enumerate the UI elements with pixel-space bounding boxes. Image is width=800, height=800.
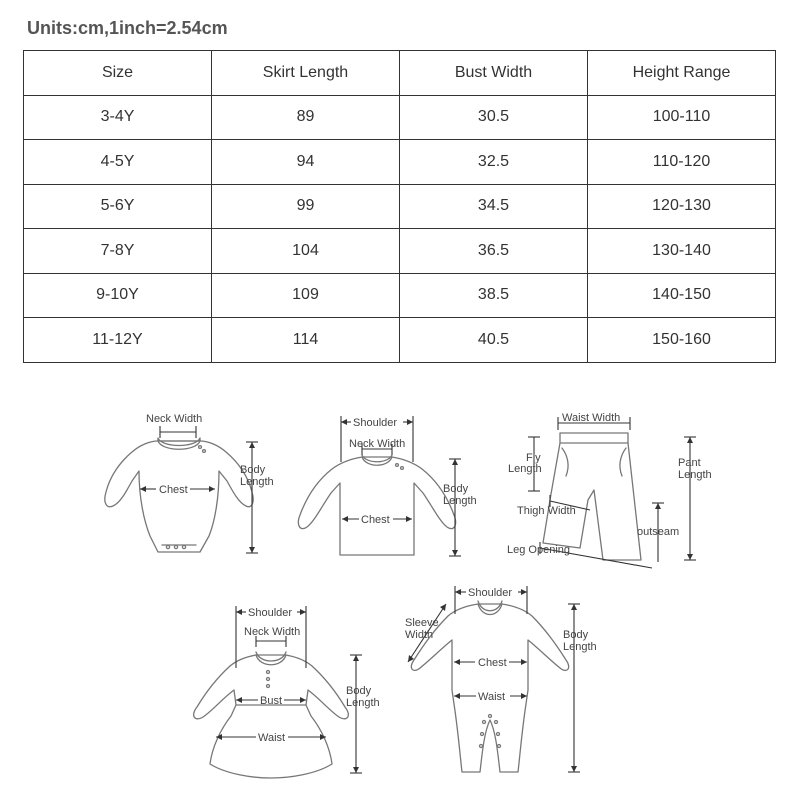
outseam-label: outseam (637, 526, 680, 538)
pants-pocket (562, 448, 568, 476)
fly-length-label: Fly (526, 452, 541, 464)
cell-height-range: 130-140 (588, 229, 776, 274)
cell-height-range: 150-160 (588, 318, 776, 363)
cell-skirt-length: 104 (212, 229, 400, 274)
header-skirt-length: Skirt Length (212, 51, 400, 96)
pants-diagram (507, 412, 712, 568)
cell-height-range: 140-150 (588, 273, 776, 318)
cell-height-range: 110-120 (588, 140, 776, 185)
waist-label: Waist (258, 732, 286, 744)
leg-opening-label: Leg Opening (507, 544, 570, 556)
size-chart-table (23, 50, 776, 363)
bodysuit-outline (105, 441, 253, 552)
table-row (24, 318, 776, 363)
chest-label: Chest (478, 657, 507, 669)
sleeve-width-label: Sleeve (405, 617, 439, 629)
cell-bust-width: 40.5 (400, 318, 588, 363)
table-row (24, 184, 776, 229)
pants-waistband (560, 433, 628, 443)
romper-collar-rib (478, 601, 502, 611)
snap-button (498, 745, 501, 748)
cell-skirt-length: 109 (212, 273, 400, 318)
chest-label: Chest (159, 484, 188, 496)
romper-collar (478, 604, 502, 615)
romper-diagram (405, 586, 597, 772)
cell-size: 4-5Y (24, 140, 212, 185)
cell-size: 9-10Y (24, 273, 212, 318)
pants-pocket (620, 448, 626, 476)
bodysuit-diagram (105, 413, 274, 553)
header-height-range: Height Range (588, 51, 776, 96)
shoulder-label: Shoulder (248, 607, 293, 619)
cell-skirt-length: 94 (212, 140, 400, 185)
neck-width-label: Neck Width (244, 626, 301, 638)
arrowhead (140, 486, 146, 492)
snap-button (497, 733, 500, 736)
body-length-label: Length (563, 641, 597, 653)
bust-label: Bust (260, 695, 283, 707)
waist-label: Waist (478, 691, 506, 703)
top-collar-rib (362, 455, 392, 462)
snap-button (480, 745, 483, 748)
cell-size: 3-4Y (24, 95, 212, 140)
shoulder-button (396, 464, 399, 467)
table-header-row (24, 51, 776, 96)
arrowhead (209, 486, 215, 492)
cell-bust-width: 32.5 (400, 140, 588, 185)
body-length-label: Body (443, 483, 469, 495)
body-length-label: Body (563, 629, 589, 641)
cell-skirt-length: 114 (212, 318, 400, 363)
shoulder-label: Shoulder (468, 587, 513, 599)
snap-button (174, 545, 177, 548)
table-row (24, 229, 776, 274)
pants-outline (543, 443, 641, 560)
header-bust-width: Bust Width (400, 51, 588, 96)
neck-width-label: Neck Width (349, 438, 406, 450)
cell-size: 5-6Y (24, 184, 212, 229)
cell-height-range: 100-110 (588, 95, 776, 140)
cell-bust-width: 36.5 (400, 229, 588, 274)
top-diagram (298, 416, 476, 556)
dress-collar-rib (256, 652, 286, 661)
cell-skirt-length: 89 (212, 95, 400, 140)
snap-button (166, 545, 169, 548)
cell-height-range: 120-130 (588, 184, 776, 229)
body-length-label: Length (443, 495, 477, 507)
cell-bust-width: 38.5 (400, 273, 588, 318)
fly-length-label: Length (508, 463, 542, 475)
thigh-width-label: Thigh Width (517, 505, 576, 517)
shoulder-button (203, 450, 206, 453)
dress-diagram (194, 606, 380, 778)
body-length-label: Body (346, 685, 372, 697)
dress-button (267, 678, 270, 681)
body-length-label: Length (346, 697, 380, 709)
snap-button (483, 721, 486, 724)
dress-outline (194, 655, 349, 778)
cell-bust-width: 30.5 (400, 95, 588, 140)
chest-label: Chest (361, 514, 390, 526)
shoulder-button (199, 446, 202, 449)
snap-button (495, 721, 498, 724)
cell-skirt-length: 99 (212, 184, 400, 229)
garment-measurement-diagrams (0, 390, 800, 790)
cell-size: 11-12Y (24, 318, 212, 363)
top-outline (298, 457, 455, 555)
shoulder-label: Shoulder (353, 417, 398, 429)
dress-button (267, 685, 270, 688)
body-length-label: Body (240, 464, 266, 476)
table-row (24, 95, 776, 140)
pant-length-label: Length (678, 469, 712, 481)
header-size: Size (24, 51, 212, 96)
cell-bust-width: 34.5 (400, 184, 588, 229)
dress-button (267, 671, 270, 674)
body-length-label: Length (240, 476, 274, 488)
units-note: Units:cm,1inch=2.54cm (27, 18, 228, 38)
shoulder-button (401, 467, 404, 470)
cell-size: 7-8Y (24, 229, 212, 274)
bodysuit-collar-rib (158, 438, 200, 446)
waist-width-label: Waist Width (562, 412, 621, 424)
snap-button (489, 715, 492, 718)
dress-collar (256, 655, 286, 665)
neck-width-label: Neck Width (146, 413, 203, 425)
romper-outline (411, 604, 568, 772)
snap-button (481, 733, 484, 736)
table-row (24, 140, 776, 185)
snap-button (182, 545, 185, 548)
pant-length-label: Pant (678, 457, 701, 469)
sleeve-width-label: Width (405, 629, 434, 641)
table-row (24, 273, 776, 318)
